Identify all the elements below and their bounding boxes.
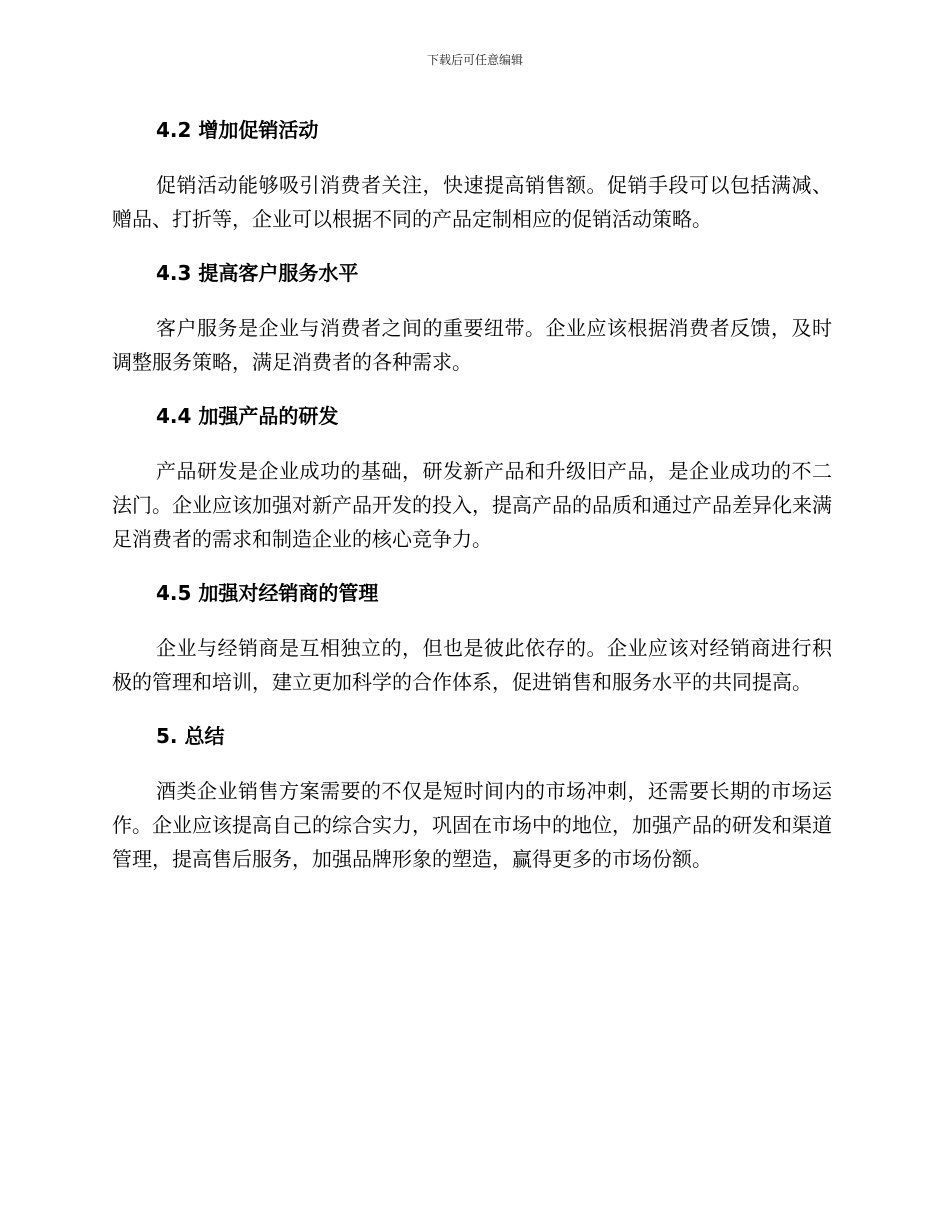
section-heading: 4.4 加强产品的研发 xyxy=(156,404,339,428)
section-heading: 4.5 加强对经销商的管理 xyxy=(156,581,379,605)
section-paragraph: 客户服务是企业与消费者之间的重要纽带。企业应该根据消费者反馈，及时调整服务策略，满足消费者的各种需求。 xyxy=(112,316,832,374)
section-4-2 xyxy=(112,112,832,255)
document-body xyxy=(112,112,832,876)
section-4-5 xyxy=(112,575,832,718)
section-5 xyxy=(112,718,832,876)
section-4-4 xyxy=(112,398,832,575)
section-heading: 4.2 增加促销活动 xyxy=(156,118,319,142)
section-paragraph: 企业与经销商是互相独立的，但也是彼此依存的。企业应该对经销商进行积极的管理和培训，建立更加科学的合作体系，促进销售和服务水平的共同提高。 xyxy=(112,636,832,694)
section-heading: 4.3 提高客户服务水平 xyxy=(156,261,359,285)
section-4-3 xyxy=(112,255,832,398)
page-header: 下载后可任意编辑 xyxy=(426,53,523,67)
section-heading: 5. 总结 xyxy=(156,724,225,748)
section-paragraph: 产品研发是企业成功的基础，研发新产品和升级旧产品，是企业成功的不二法门。企业应该加强对新产品开发的投入，提高产品的品质和通过产品差异化来满足消费者的需求和制造企业的核心竞争力。 xyxy=(112,459,832,551)
section-paragraph: 酒类企业销售方案需要的不仅是短时间内的市场冲刺，还需要长期的市场运作。企业应该提高自己的综合实力，巩固在市场中的地位，加强产品的研发和渠道管理，提高售后服务，加强品牌形象的塑造，赢得更多的市场份额。 xyxy=(112,779,832,871)
section-paragraph: 促销活动能够吸引消费者关注，快速提高销售额。促销手段可以包括满减、赠品、打折等，企业可以根据不同的产品定制相应的促销活动策略。 xyxy=(112,173,832,231)
